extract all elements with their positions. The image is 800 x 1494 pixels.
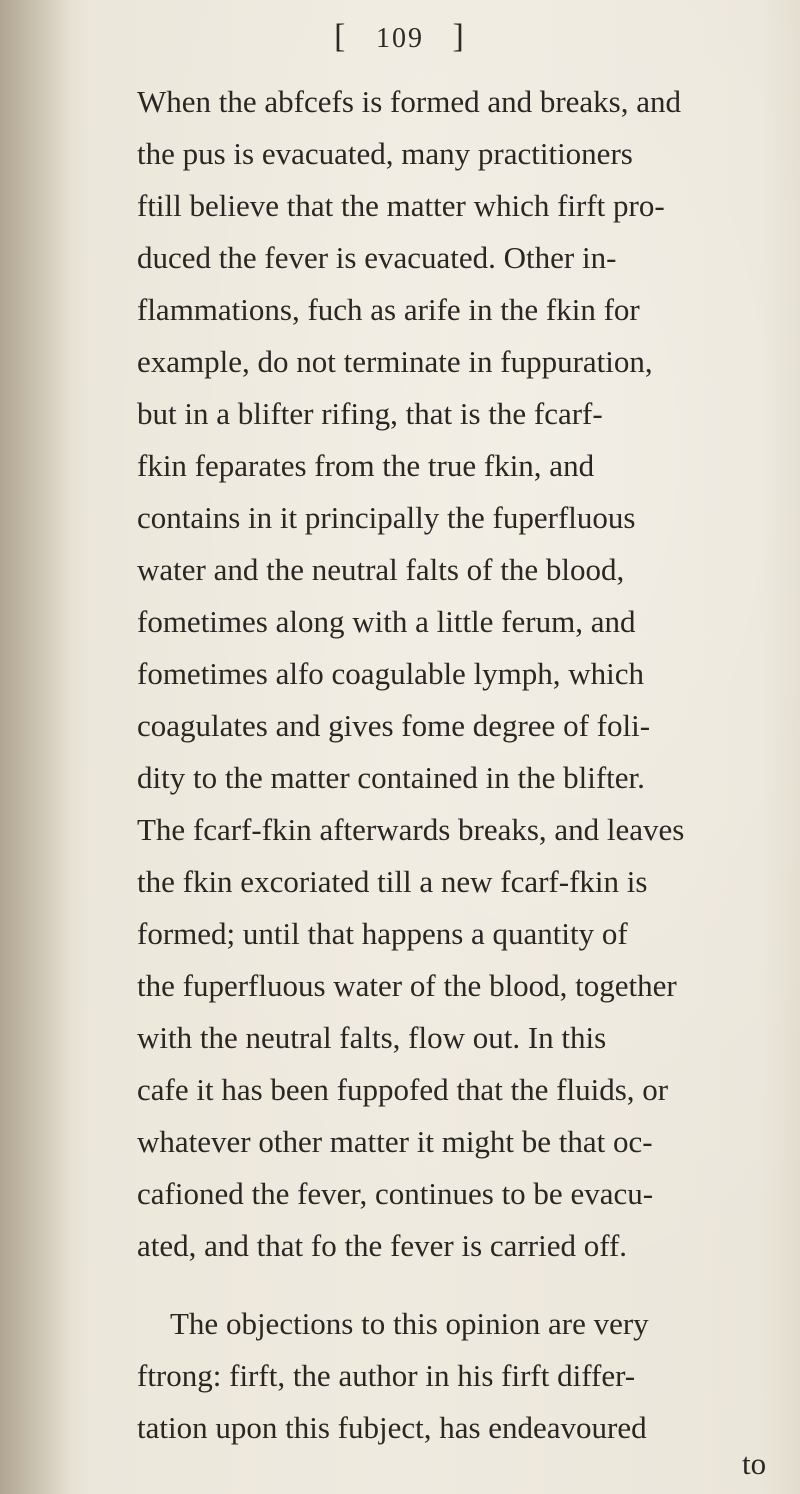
text-line: fometimes along with a little ferum, and: [137, 604, 636, 639]
text-line: with the neutral falts, flow out. In this: [137, 1020, 607, 1055]
text-line: the pus is evacuated, many practitioners: [137, 136, 633, 171]
text-line: dity to the matter contained in the blifter.: [137, 760, 645, 795]
text-line: ated, and that fo the fever is carried off.: [137, 1228, 628, 1263]
text-line: formed; until that happens a quantity of: [137, 916, 628, 951]
header-left-bracket: [: [334, 18, 348, 55]
header-right-bracket: ]: [452, 18, 466, 55]
page-number: 109: [376, 23, 424, 54]
text-line: contains in it principally the fuperfluous: [137, 500, 636, 535]
text-line: ftrong: firft, the author in his firft differ-: [137, 1358, 636, 1393]
text-line: ftill believe that the matter which firft pro-: [137, 188, 665, 223]
catchword: to: [742, 1446, 767, 1481]
text-line: but in a blifter rifing, that is the fcarf-: [137, 396, 603, 431]
text-line: coagulates and gives fome degree of foli-: [137, 708, 651, 743]
text-line: the fuperfluous water of the blood, together: [137, 968, 677, 1003]
text-line: whatever other matter it might be that oc-: [137, 1124, 653, 1159]
text-line: the fkin excoriated till a new fcarf-fkin is: [137, 864, 648, 899]
text-line: cafioned the fever, continues to be evacu-: [137, 1176, 654, 1211]
text-line: The fcarf-fkin afterwards breaks, and leaves: [137, 812, 685, 847]
text-line: duced the fever is evacuated. Other in-: [137, 240, 617, 275]
text-line: flammations, fuch as arife in the fkin for: [137, 292, 640, 327]
text-line: cafe it has been fuppofed that the fluids, or: [137, 1072, 669, 1107]
text-line: tation upon this fubject, has endeavoured: [137, 1410, 647, 1445]
text-line: fkin feparates from the true fkin, and: [137, 448, 595, 483]
text-line: The objections to this opinion are very: [170, 1306, 649, 1341]
text-line: fometimes alfo coagulable lymph, which: [137, 656, 645, 691]
text-line: example, do not terminate in fuppuration,: [137, 344, 653, 379]
text-line: water and the neutral falts of the blood,: [137, 552, 625, 587]
text-line: When the abfcefs is formed and breaks, and: [137, 84, 681, 119]
